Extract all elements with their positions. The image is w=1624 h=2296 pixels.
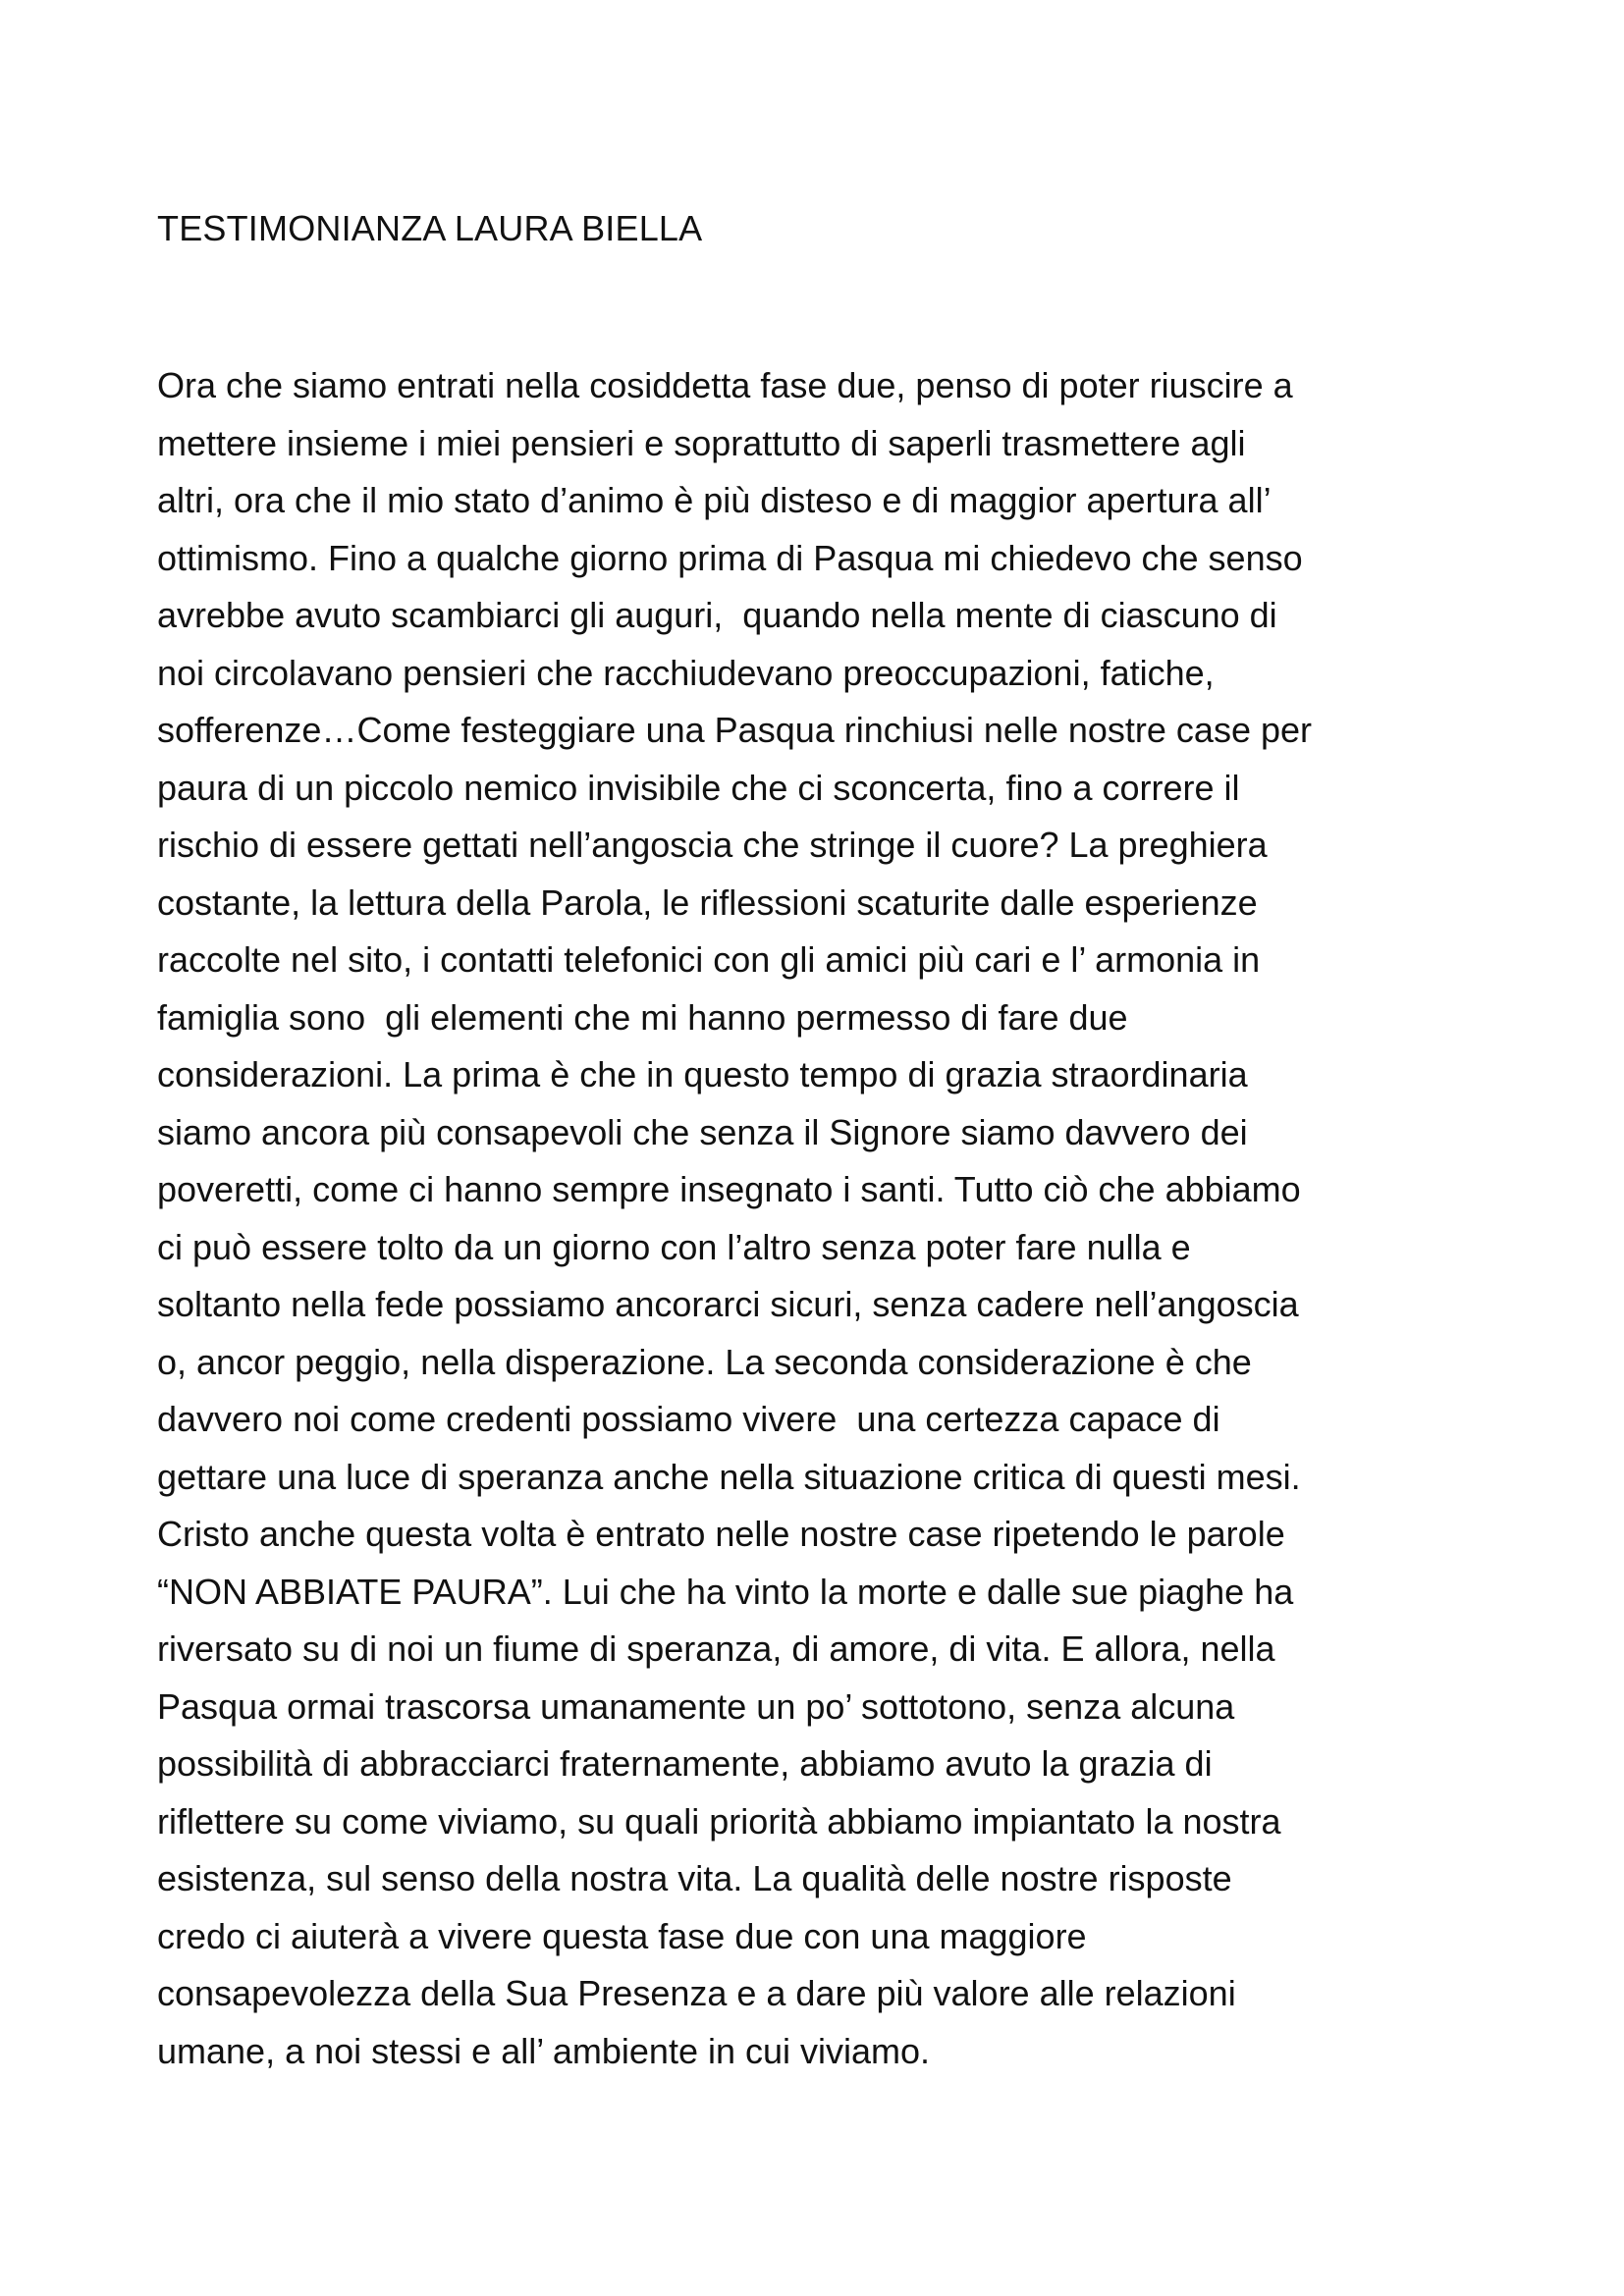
body-line: paura di un piccolo nemico invisibile che ci sconcerta, fino a correre il: [157, 767, 1240, 808]
body-line: davvero noi come credenti possiamo vivere una certezza capace di: [157, 1399, 1220, 1439]
body-line: raccolte nel sito, i contatti telefonici con gli amici più cari e l’ armonia in: [157, 939, 1261, 980]
body-line: Pasqua ormai trascorsa umanamente un po’ sottotono, senza alcuna: [157, 1685, 1235, 1727]
body-line: Ora che siamo entrati nella cosiddetta fase due, penso di poter riuscire a: [157, 365, 1293, 405]
body-line: altri, ora che il mio stato d’animo è più disteso e di maggior apertura all’: [157, 480, 1272, 520]
body-line: riversato su di noi un fiume di speranza, di amore, di vita. E allora, nella: [157, 1629, 1275, 1669]
body-line: considerazioni. La prima è che in questo tempo di grazia straordinaria: [157, 1054, 1248, 1095]
body-line: “NON ABBIATE PAURA”. Lui che ha vinto la morte e dalle sue piaghe ha: [157, 1571, 1294, 1612]
body-line: consapevolezza della Sua Presenza e a dare più valore alle relazioni: [157, 1973, 1236, 2013]
document-body: [157, 357, 1532, 2080]
body-line: costante, la lettura della Parola, le riflessioni scaturite dalle esperienze: [157, 881, 1258, 923]
body-line: famiglia sono gli elementi che mi hanno permesso di fare due: [157, 996, 1128, 1038]
body-line: ci può essere tolto da un giorno con l’altro senza poter fare nulla e: [157, 1226, 1191, 1267]
body-line: credo ci aiuterà a vivere questa fase due con una maggiore: [157, 1915, 1087, 1956]
body-line: Cristo anche questa volta è entrato nelle nostre case ripetendo le parole: [157, 1514, 1285, 1554]
body-line: ottimismo. Fino a qualche giorno prima di Pasqua mi chiedevo che senso: [157, 537, 1303, 578]
body-line: poveretti, come ci hanno sempre insegnato i santi. Tutto ciò che abbiamo: [157, 1169, 1301, 1209]
body-line: sofferenze…Come festeggiare una Pasqua rinchiusi nelle nostre case per: [157, 710, 1313, 750]
body-line: riflettere su come viviamo, su quali priorità abbiamo impiantato la nostra: [157, 1800, 1281, 1842]
body-line: esistenza, sul senso della nostra vita. La qualità delle nostre risposte: [157, 1858, 1232, 1898]
body-line: noi circolavano pensieri che racchiudevano preoccupazioni, fatiche,: [157, 652, 1215, 693]
body-line: possibilità di abbracciarci fraternamente, abbiamo avuto la grazia di: [157, 1743, 1213, 1784]
body-line: mettere insieme i miei pensieri e soprattutto di saperli trasmettere agli: [157, 422, 1246, 463]
body-line: soltanto nella fede possiamo ancorarci sicuri, senza cadere nell’angoscia: [157, 1284, 1299, 1324]
body-line: avrebbe avuto scambiarci gli auguri, quando nella mente di ciascuno di: [157, 595, 1277, 635]
body-line: gettare una luce di speranza anche nella situazione critica di questi mesi.: [157, 1456, 1301, 1497]
body-line: siamo ancora più consapevoli che senza il Signore siamo davvero dei: [157, 1111, 1248, 1152]
document-title: TESTIMONIANZA LAURA BIELLA: [157, 208, 703, 248]
body-line: o, ancor peggio, nella disperazione. La seconda considerazione è che: [157, 1341, 1252, 1382]
body-line: umane, a noi stessi e all’ ambiente in cui viviamo.: [157, 2030, 931, 2071]
body-line: rischio di essere gettati nell’angoscia che stringe il cuore? La preghiera: [157, 825, 1268, 865]
